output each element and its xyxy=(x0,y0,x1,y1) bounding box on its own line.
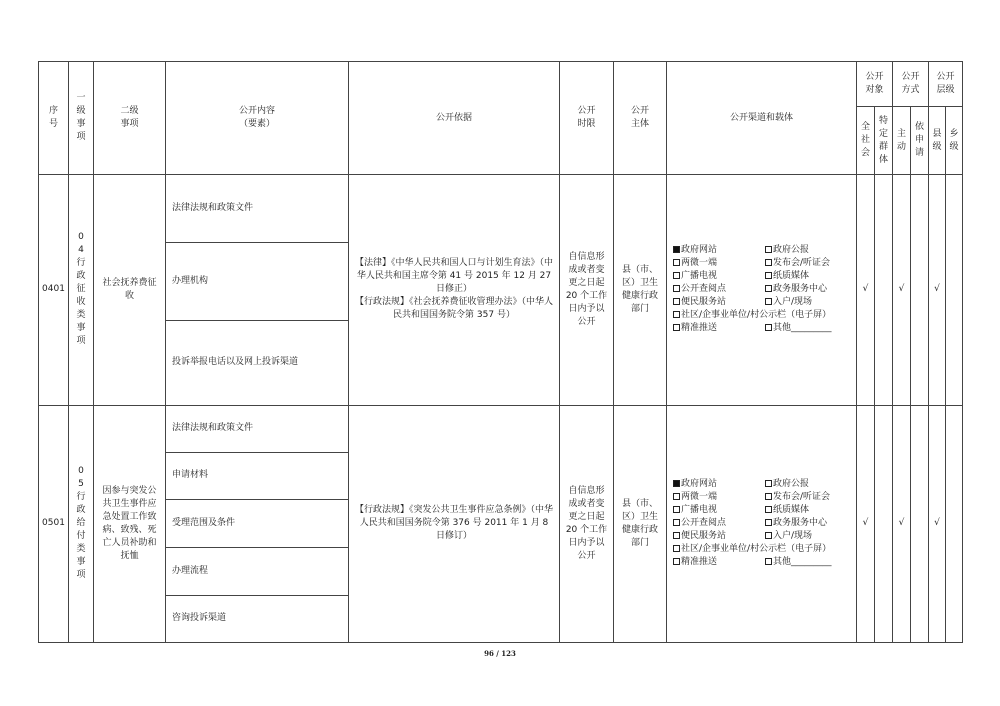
content-cell: 办理机构 xyxy=(166,243,349,321)
check-all-cell: √ xyxy=(857,405,875,642)
header-time-limit: 公开时限 xyxy=(560,62,614,175)
channel-label: 公开查阅点 xyxy=(681,518,727,529)
channel-label: 入户/现场 xyxy=(773,297,813,308)
unchecked-box-icon xyxy=(765,272,772,279)
check-town-cell xyxy=(946,405,963,642)
channel-option xyxy=(765,322,832,335)
subject-cell xyxy=(614,175,667,405)
header-mode: 公开方式 xyxy=(893,62,929,107)
channel-row xyxy=(673,244,856,257)
channel-option xyxy=(673,517,765,530)
channel-label: 政府网站 xyxy=(681,245,718,256)
level1-cell xyxy=(69,405,94,642)
header-channels: 公开渠道和载体 xyxy=(667,62,857,175)
unchecked-box-icon xyxy=(765,480,772,487)
channel-label: 政务服务中心 xyxy=(773,284,828,295)
time-limit-cell xyxy=(560,405,614,642)
channel-option xyxy=(673,478,765,491)
channel-row xyxy=(673,478,856,491)
header-mode-request: 依申请 xyxy=(911,107,929,175)
channel-row xyxy=(673,283,856,296)
check-active-cell: √ xyxy=(893,405,911,642)
channel-row xyxy=(673,270,856,283)
channel-option xyxy=(673,283,765,296)
unchecked-box-icon xyxy=(673,558,680,565)
level2-text: 因参与突发公共卫生事件应急处置工作致病、致残、死亡人员补助和抚恤 xyxy=(102,485,157,561)
channel-row xyxy=(673,504,856,517)
check-town-cell xyxy=(946,175,963,405)
unchecked-box-icon xyxy=(765,558,772,565)
header-level: 公开层级 xyxy=(929,62,963,107)
unchecked-box-icon xyxy=(673,519,680,526)
channel-option xyxy=(673,543,831,556)
level1-cell xyxy=(69,175,94,405)
check-request-cell xyxy=(911,405,929,642)
basis-cell: 【行政法规】《突发公共卫生事件应急条例》（中华人民共和国国务院令第 376 号 2011 年 1 月 8 日修订） xyxy=(349,405,560,642)
header-subject: 公开主体 xyxy=(614,62,667,175)
check-specific-cell xyxy=(875,405,893,642)
page-number: 96 / 123 xyxy=(484,649,516,658)
disclosure-table xyxy=(38,61,963,643)
content-cell: 办理流程 xyxy=(166,547,349,595)
channel-label: 广播电视 xyxy=(681,271,718,282)
subject-text: 县（市、区）卫生健康行政部门 xyxy=(621,498,658,548)
channels-cell xyxy=(667,175,857,405)
level1-text: 04行政征收类事项 xyxy=(76,232,86,347)
checked-box-icon xyxy=(673,480,680,487)
seq-cell: 0401 xyxy=(39,175,69,405)
header-target: 公开对象 xyxy=(857,62,893,107)
channel-label: 政府公报 xyxy=(773,245,810,256)
channel-label: 公开查阅点 xyxy=(681,284,727,295)
check-active-cell: √ xyxy=(893,175,911,405)
unchecked-box-icon xyxy=(765,519,772,526)
subject-cell xyxy=(614,405,667,642)
channel-option xyxy=(673,504,765,517)
unchecked-box-icon xyxy=(673,285,680,292)
table-row xyxy=(39,175,963,243)
channel-option xyxy=(673,296,765,309)
unchecked-box-icon xyxy=(673,545,680,552)
channel-label: 两微一端 xyxy=(681,492,718,503)
check-county-cell: √ xyxy=(929,175,946,405)
level2-cell xyxy=(94,405,166,642)
channel-label: 两微一端 xyxy=(681,258,718,269)
channel-option xyxy=(673,322,765,335)
unchecked-box-icon xyxy=(673,272,680,279)
channel-option xyxy=(765,283,827,296)
table-row xyxy=(39,405,963,452)
time-limit-cell xyxy=(560,175,614,405)
channel-option xyxy=(765,491,830,504)
header-seq: 序号 xyxy=(39,62,69,175)
channel-option xyxy=(673,309,831,322)
check-specific-cell xyxy=(875,175,893,405)
time-limit-text: 自信息形成或者变更之日起 20 个工作日内予以公开 xyxy=(565,251,608,327)
channel-row xyxy=(673,309,856,322)
channel-option xyxy=(673,257,765,270)
channel-option xyxy=(765,257,830,270)
channel-option xyxy=(673,244,765,257)
header-content: 公开内容 （要素） xyxy=(166,62,349,175)
channel-option xyxy=(673,270,765,283)
unchecked-box-icon xyxy=(673,532,680,539)
unchecked-box-icon xyxy=(765,285,772,292)
unchecked-box-icon xyxy=(765,246,772,253)
checked-box-icon xyxy=(673,246,680,253)
unchecked-box-icon xyxy=(765,259,772,266)
channel-row xyxy=(673,517,856,530)
channel-label: 发布会/听证会 xyxy=(773,492,831,503)
time-limit-text: 自信息形成或者变更之日起 20 个工作日内予以公开 xyxy=(565,485,608,561)
channel-option xyxy=(673,530,765,543)
channel-option xyxy=(765,478,809,491)
channel-label: 其他_________ xyxy=(773,557,832,568)
unchecked-box-icon xyxy=(673,259,680,266)
channel-option xyxy=(765,296,812,309)
channel-row xyxy=(673,543,856,556)
subject-text: 县（市、区）卫生健康行政部门 xyxy=(621,264,658,314)
channel-label: 便民服务站 xyxy=(681,531,727,542)
channel-label: 纸质媒体 xyxy=(773,271,810,282)
channel-label: 精准推送 xyxy=(681,557,718,568)
channel-label: 广播电视 xyxy=(681,505,718,516)
channel-option xyxy=(673,556,765,569)
header-row-1 xyxy=(39,62,963,107)
unchecked-box-icon xyxy=(673,493,680,500)
level2-text: 社会抚养费征收 xyxy=(102,277,157,301)
basis-cell: 【法律】《中华人民共和国人口与计划生育法》（中华人民共和国主席令第 41 号 2015 年 12 月 27 日修正） 【行政法规】《社会抚养费征收管理办法》（中华人民共和国国务院令第 357 号） xyxy=(349,175,560,405)
channel-row xyxy=(673,257,856,270)
level1-text: 05行政给付类事项 xyxy=(76,466,86,581)
unchecked-box-icon xyxy=(765,493,772,500)
content-cell: 法律法规和政策文件 xyxy=(166,175,349,243)
channel-label: 精准推送 xyxy=(681,323,718,334)
unchecked-box-icon xyxy=(673,324,680,331)
content-cell: 法律法规和政策文件 xyxy=(166,405,349,452)
check-county-cell: √ xyxy=(929,405,946,642)
channels-cell xyxy=(667,405,857,642)
header-mode-active: 主动 xyxy=(893,107,911,175)
channel-row xyxy=(673,296,856,309)
unchecked-box-icon xyxy=(765,532,772,539)
channel-option xyxy=(765,517,827,530)
unchecked-box-icon xyxy=(673,506,680,513)
content-cell: 受理范围及条件 xyxy=(166,499,349,547)
channel-row xyxy=(673,556,856,569)
unchecked-box-icon xyxy=(765,324,772,331)
channel-option xyxy=(765,244,809,257)
channel-option xyxy=(765,530,812,543)
header-basis: 公开依据 xyxy=(349,62,560,175)
channel-option xyxy=(765,556,832,569)
channel-row xyxy=(673,322,856,335)
channel-label: 其他_________ xyxy=(773,323,832,334)
content-cell: 申请材料 xyxy=(166,452,349,499)
check-request-cell xyxy=(911,175,929,405)
channel-label: 便民服务站 xyxy=(681,297,727,308)
channel-option xyxy=(765,270,809,283)
unchecked-box-icon xyxy=(673,311,680,318)
check-all-cell: √ xyxy=(857,175,875,405)
channel-row xyxy=(673,491,856,504)
channel-label: 政府网站 xyxy=(681,479,718,490)
header-level1: 一级事项 xyxy=(69,62,94,175)
header-level-county: 县级 xyxy=(929,107,946,175)
channel-option xyxy=(765,504,809,517)
header-target-all: 全社会 xyxy=(857,107,875,175)
unchecked-box-icon xyxy=(765,506,772,513)
channel-label: 纸质媒体 xyxy=(773,505,810,516)
content-cell: 咨询投诉渠道 xyxy=(166,595,349,642)
channel-option xyxy=(673,491,765,504)
channel-label: 社区/企事业单位/村公示栏（电子屏） xyxy=(681,544,832,555)
seq-cell: 0501 xyxy=(39,405,69,642)
header-target-specific: 特定群体 xyxy=(875,107,893,175)
header-level-town: 乡级 xyxy=(946,107,963,175)
channel-label: 发布会/听证会 xyxy=(773,258,831,269)
header-level2: 二级事项 xyxy=(94,62,166,175)
channel-label: 社区/企事业单位/村公示栏（电子屏） xyxy=(681,310,832,321)
unchecked-box-icon xyxy=(765,298,772,305)
channel-label: 政府公报 xyxy=(773,479,810,490)
channel-label: 入户/现场 xyxy=(773,531,813,542)
channel-label: 政务服务中心 xyxy=(773,518,828,529)
channel-row xyxy=(673,530,856,543)
unchecked-box-icon xyxy=(673,298,680,305)
content-cell: 投诉举报电话以及网上投诉渠道 xyxy=(166,321,349,405)
level2-cell xyxy=(94,175,166,405)
